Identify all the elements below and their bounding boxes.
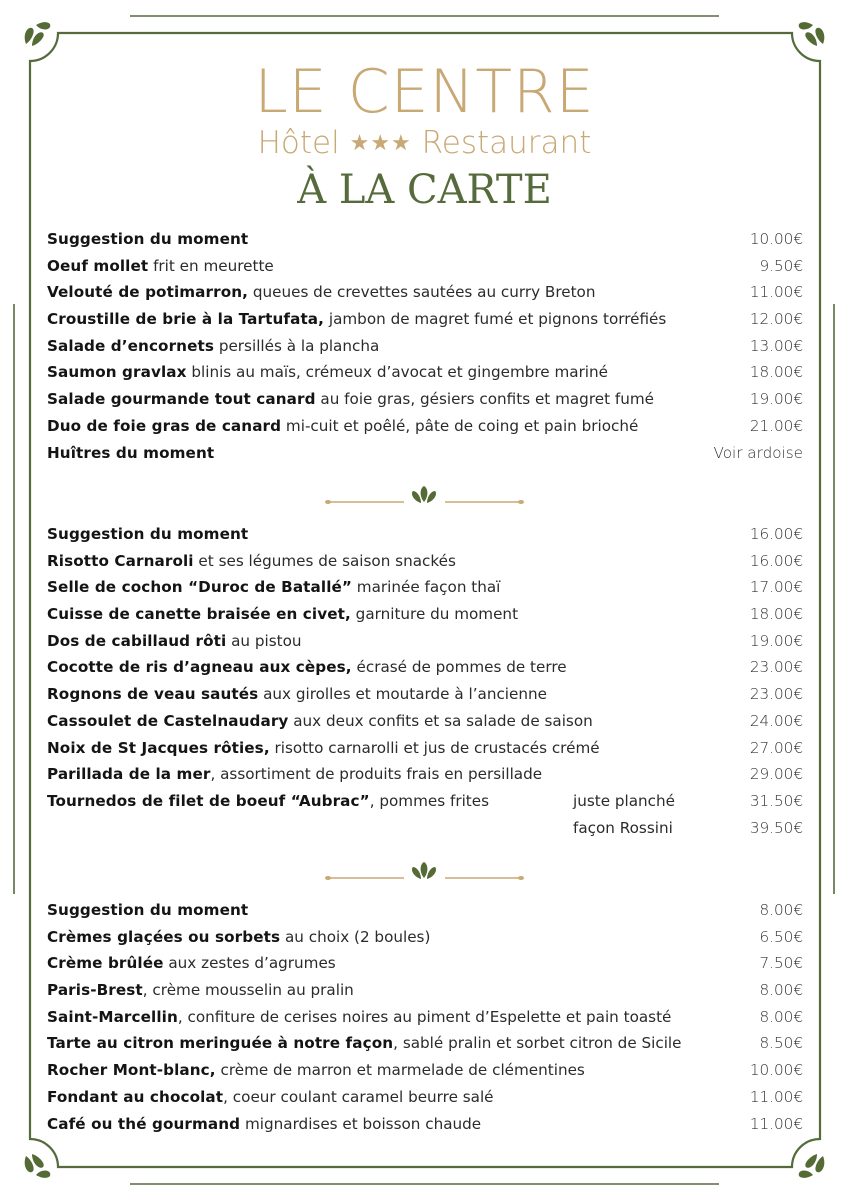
menu-item-price: 6.50€ bbox=[759, 927, 803, 946]
menu-item-description: , assortiment de produits frais en persillade bbox=[210, 765, 543, 784]
menu-item bbox=[47, 306, 803, 333]
menu-item bbox=[47, 788, 803, 815]
menu-item-description: persillés à la plancha bbox=[214, 336, 380, 355]
menu-item-description: et ses légumes de saison snackés bbox=[193, 551, 456, 570]
menu-item-name: Saumon gravlax bbox=[47, 363, 187, 382]
menu-item bbox=[47, 333, 803, 360]
menu-item-description: écrasé de pommes de terre bbox=[351, 658, 567, 677]
menu-item-name: Salade gourmande tout canard bbox=[47, 390, 316, 409]
menu-item-description: garniture du moment bbox=[350, 605, 519, 624]
menu-item-price: 8.00€ bbox=[759, 1007, 803, 1026]
menu-section-desserts bbox=[47, 897, 803, 1137]
menu-item-price: 11.00€ bbox=[749, 283, 803, 302]
menu-item-name: Tarte au citron meringuée à notre façon bbox=[47, 1034, 394, 1053]
menu-item-price: 16.00€ bbox=[749, 525, 803, 543]
section-divider-ornament bbox=[324, 486, 525, 510]
brand-sub-hotel: Hôtel bbox=[257, 125, 340, 161]
menu-item-variant: juste planché bbox=[573, 791, 675, 810]
menu-item-name: Cocotte de ris d’agneau aux cèpes, bbox=[47, 658, 352, 677]
menu-item bbox=[47, 548, 803, 575]
menu-item-name: Velouté de potimarron, bbox=[47, 283, 249, 302]
menu-item-description: aux zestes d’agrumes bbox=[163, 954, 336, 973]
menu-item-description: crème de marron et marmelade de clémentines bbox=[215, 1061, 585, 1080]
menu-section-mains bbox=[47, 521, 803, 841]
menu-item bbox=[47, 761, 803, 788]
menu-item-price: 19.00€ bbox=[749, 631, 803, 650]
menu-item bbox=[47, 628, 803, 655]
menu-item bbox=[47, 413, 803, 440]
menu-item-description: au choix (2 boules) bbox=[280, 927, 431, 946]
menu-item bbox=[47, 1084, 803, 1111]
menu-item-description: , sablé pralin et sorbet citron de Sicile bbox=[393, 1034, 682, 1053]
menu-item-name: Salade d’encornets bbox=[47, 336, 214, 355]
menu-item-price: 19.00€ bbox=[749, 390, 803, 409]
menu-item-description: , coeur coulant caramel beurre salé bbox=[223, 1087, 494, 1106]
menu-item-description: jambon de magret fumé et pignons torréfiés bbox=[324, 310, 667, 329]
menu-item-name: Paris-Brest bbox=[47, 981, 143, 1000]
menu-item bbox=[47, 897, 803, 924]
menu-item-price: 24.00€ bbox=[749, 711, 803, 730]
menu-item-price: 16.00€ bbox=[749, 551, 803, 570]
menu-item bbox=[47, 654, 803, 681]
leaf-icon-top-left bbox=[25, 22, 51, 46]
menu-item bbox=[47, 735, 803, 762]
menu-item-variant: façon Rossini bbox=[573, 818, 673, 837]
menu-item-price: 18.00€ bbox=[749, 605, 803, 624]
menu-section-starters bbox=[47, 226, 803, 466]
menu-item bbox=[47, 574, 803, 601]
menu-item-name: Oeuf mollet bbox=[47, 256, 149, 275]
menu-item bbox=[47, 1057, 803, 1084]
menu-item-name: Rocher Mont-blanc, bbox=[47, 1061, 216, 1080]
menu-item-name: Huîtres du moment bbox=[47, 443, 215, 462]
page-title: À LA CARTE bbox=[297, 167, 552, 213]
menu-item-price: 21.00€ bbox=[749, 416, 803, 435]
menu-item-name: Crème brûlée bbox=[47, 954, 164, 973]
menu-item-name: Parillada de la mer bbox=[47, 765, 211, 784]
menu-item-description: au foie gras, gésiers confits et magret fumé bbox=[315, 390, 654, 409]
menu-item-description: , pommes frites bbox=[369, 791, 490, 810]
menu-item-price: 23.00€ bbox=[749, 685, 803, 704]
menu-item-name: Croustille de brie à la Tartufata, bbox=[47, 310, 325, 329]
menu-item-name: Suggestion du moment bbox=[47, 901, 249, 919]
menu-item-description: risotto carnarolli et jus de crustacés crémé bbox=[269, 738, 600, 757]
menu-item-price: 11.00€ bbox=[749, 1087, 803, 1106]
menu-item-description: au pistou bbox=[226, 631, 302, 650]
menu-item bbox=[47, 708, 803, 735]
menu-item-price: 39.50€ bbox=[749, 818, 803, 837]
menu-item-price: 7.50€ bbox=[759, 954, 803, 973]
menu-item bbox=[47, 279, 803, 306]
menu-item-price: 23.00€ bbox=[749, 658, 803, 677]
menu-item-price: Voir ardoise bbox=[713, 443, 803, 462]
menu-item-name: Rognons de veau sautés bbox=[47, 685, 259, 704]
menu-item-name: Cassoulet de Castelnaudary bbox=[47, 711, 289, 730]
menu-item-price: 13.00€ bbox=[749, 336, 803, 355]
brand-name: LE CENTRE bbox=[254, 57, 595, 127]
leaf-icon-top-right bbox=[799, 22, 825, 46]
menu-item-name: Saint-Marcellin bbox=[47, 1007, 178, 1026]
menu-item bbox=[47, 440, 803, 467]
leaf-icon-bottom-right bbox=[799, 1154, 825, 1178]
menu-item-name: Café ou thé gourmand bbox=[47, 1114, 241, 1133]
menu-item-description: mi-cuit et poêlé, pâte de coing et pain brioché bbox=[281, 416, 639, 435]
menu-item-price: 29.00€ bbox=[749, 765, 803, 784]
menu-item bbox=[47, 253, 803, 280]
menu-item bbox=[47, 1004, 803, 1031]
menu-item bbox=[47, 977, 803, 1004]
menu-item-price: 18.00€ bbox=[749, 363, 803, 382]
menu-item-price: 8.00€ bbox=[759, 981, 803, 1000]
menu-item bbox=[47, 1111, 803, 1138]
menu-item-price: 9.50€ bbox=[759, 256, 803, 275]
menu-item-description: mignardises et boisson chaude bbox=[240, 1114, 482, 1133]
menu-item-name: Dos de cabillaud rôti bbox=[47, 631, 227, 650]
brand-sub-restaurant: Restaurant bbox=[421, 125, 592, 161]
menu-item-description: aux girolles et moutarde à l’ancienne bbox=[258, 685, 547, 704]
menu-item-name: Tournedos de filet de boeuf “Aubrac” bbox=[47, 791, 370, 810]
menu-item-price: 31.50€ bbox=[749, 791, 803, 810]
menu-item-name: Suggestion du moment bbox=[47, 525, 249, 543]
menu-item bbox=[47, 359, 803, 386]
menu-item-price: 10.00€ bbox=[749, 230, 803, 248]
menu-item-price: 27.00€ bbox=[749, 738, 803, 757]
leaf-icon-bottom-left bbox=[25, 1154, 51, 1178]
menu-item-name: Selle de cochon “Duroc de Batallé” bbox=[47, 578, 352, 597]
menu-item bbox=[47, 950, 803, 977]
menu-item-price: 8.00€ bbox=[759, 901, 803, 919]
menu-item-price: 17.00€ bbox=[749, 578, 803, 597]
menu-item-price: 11.00€ bbox=[749, 1114, 803, 1133]
menu-item-name: Fondant au chocolat bbox=[47, 1087, 224, 1106]
menu-item-name: Cuisse de canette braisée en civet, bbox=[47, 605, 351, 624]
section-divider-ornament bbox=[324, 862, 525, 886]
menu-item bbox=[47, 681, 803, 708]
menu-item-description: marinée façon thaï bbox=[351, 578, 501, 597]
menu-item-name: Duo de foie gras de canard bbox=[47, 416, 282, 435]
menu-item-description: blinis au maïs, crémeux d’avocat et gingembre mariné bbox=[186, 363, 608, 382]
menu-item-price: 10.00€ bbox=[749, 1061, 803, 1080]
menu-item-description: , confiture de cerises noires au piment d’Espelette et pain toasté bbox=[177, 1007, 672, 1026]
brand-subtitle bbox=[0, 126, 849, 161]
menu-item bbox=[47, 386, 803, 413]
menu-item-description: frit en meurette bbox=[148, 256, 274, 275]
menu-item-description: queues de crevettes sautées au curry Breton bbox=[248, 283, 596, 302]
menu-item-name: Noix de St Jacques rôties, bbox=[47, 738, 270, 757]
menu-item bbox=[47, 601, 803, 628]
menu-item-name: Crèmes glaçées ou sorbets bbox=[47, 927, 281, 946]
menu-item-description: , crème mousselin au pralin bbox=[142, 981, 354, 1000]
menu-item bbox=[47, 1030, 803, 1057]
menu-item bbox=[47, 521, 803, 548]
brand-logo bbox=[0, 58, 849, 161]
menu-item bbox=[47, 226, 803, 253]
menu-item bbox=[47, 924, 803, 951]
menu-item-name: Suggestion du moment bbox=[47, 230, 249, 248]
menu-item-price: 8.50€ bbox=[759, 1034, 803, 1053]
menu-item bbox=[47, 815, 803, 842]
menu-item-description: aux deux confits et sa salade de saison bbox=[288, 711, 593, 730]
menu-item-name: Risotto Carnaroli bbox=[47, 551, 194, 570]
star-rating-icon: ★★★ bbox=[349, 131, 412, 156]
menu-item-price: 12.00€ bbox=[749, 310, 803, 329]
